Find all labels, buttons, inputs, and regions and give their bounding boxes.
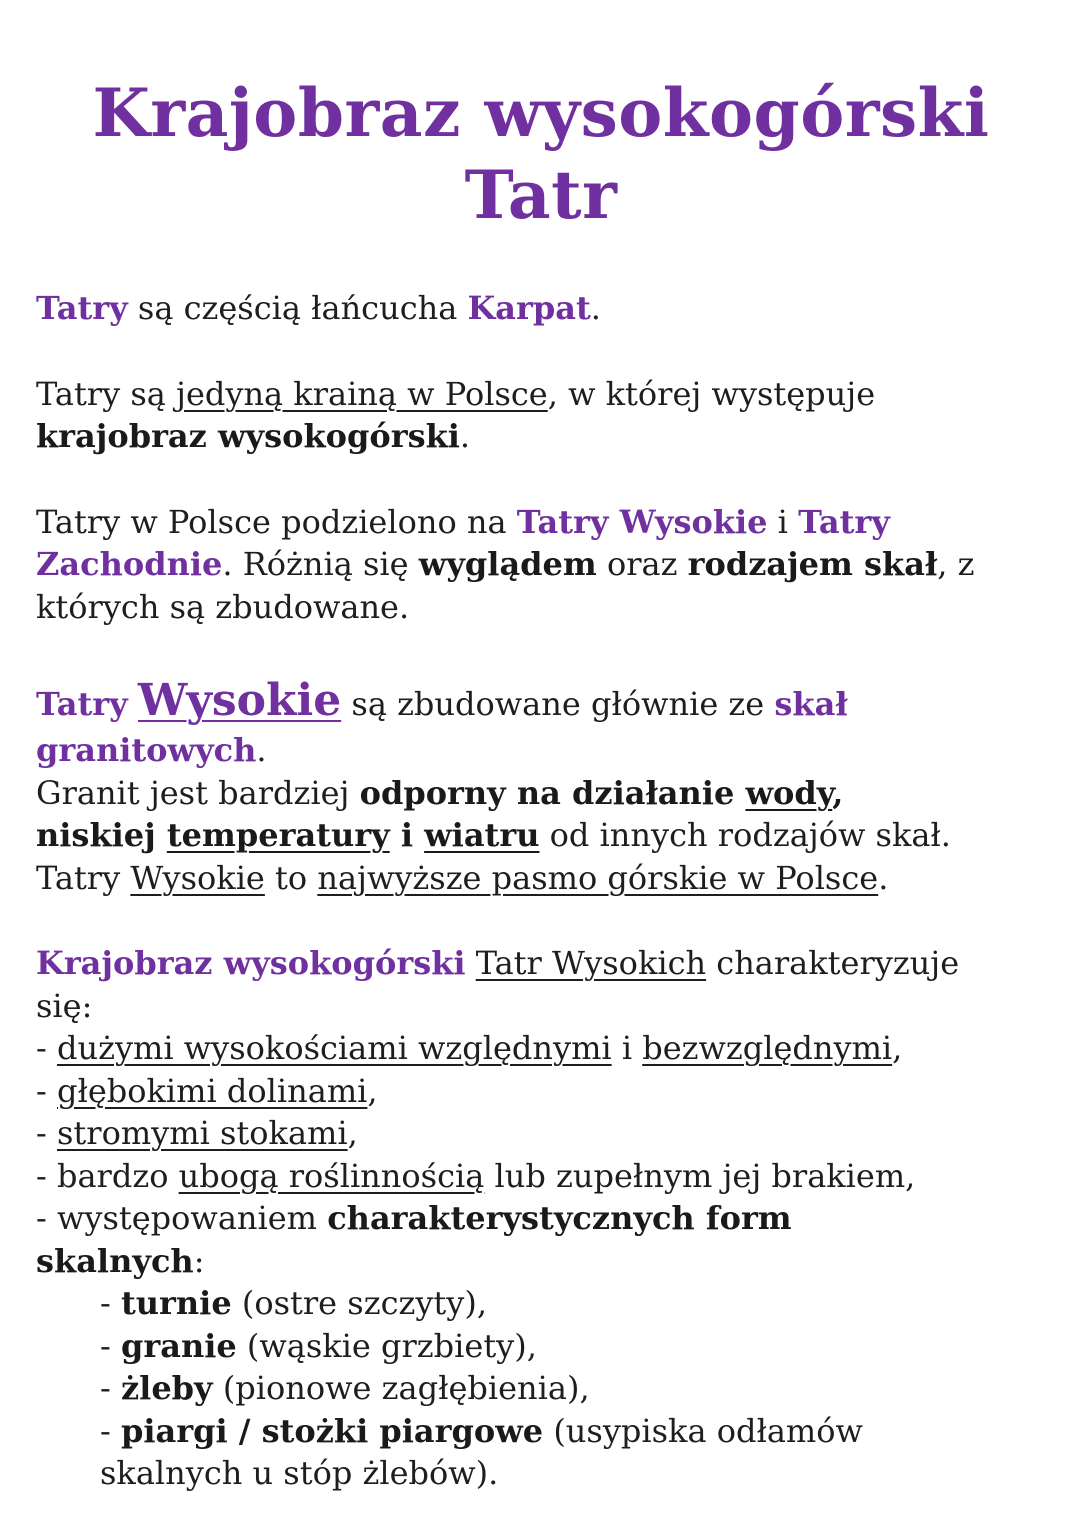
- text-span: to: [264, 858, 318, 897]
- underlined-wysokie: Wysokie: [130, 858, 265, 897]
- paragraph-tatry-karpaty: [36, 287, 1046, 330]
- keyword-wygladem: wyglądem: [418, 545, 597, 583]
- underlined-bezwzgledne: bezwzględnymi: [642, 1029, 893, 1067]
- text-span: skalnych u stóp żlebów).: [100, 1454, 499, 1492]
- keyword-tatry-wysokie: Tatry Wysokie: [516, 502, 768, 541]
- text-span: . Różnią się: [222, 545, 419, 583]
- text-line: [36, 985, 1046, 1028]
- text-span: i: [611, 1029, 643, 1067]
- keyword-odporny: odporny na działanie: [359, 773, 746, 812]
- text-span: (usypiska odłamów: [543, 1411, 863, 1450]
- list-item: [100, 1367, 1046, 1410]
- text-span: Tatry w Polsce podzielono na: [36, 502, 517, 541]
- text-span: .: [256, 731, 267, 769]
- text-span: .: [878, 858, 889, 897]
- list-item: [36, 1155, 1046, 1198]
- keyword-tatry: Tatry: [36, 289, 128, 327]
- text-span: -: [100, 1326, 121, 1365]
- text-span: Granit jest bardziej: [36, 773, 360, 812]
- keyword-krajobraz-wysokogorski: Krajobraz wysokogórski: [36, 944, 466, 982]
- keyword-piargi: piargi / stożki piargowe: [120, 1411, 544, 1450]
- text-span: , z: [937, 545, 975, 583]
- keyword-wody: wody: [745, 773, 833, 812]
- text-span: -: [36, 1071, 57, 1110]
- keyword-skalnych: skalnych: [36, 1241, 194, 1280]
- underlined-najwyzsze-pasmo: najwyższe pasmo górskie w Polsce: [317, 858, 879, 897]
- underlined-strome-stoki: stromymi stokami: [56, 1114, 348, 1152]
- text-span: lub zupełnym jej brakiem,: [484, 1156, 916, 1195]
- keyword-krajobraz: krajobraz wysokogórski: [36, 417, 460, 455]
- text-span: - występowaniem: [36, 1199, 328, 1237]
- text-line: [36, 1240, 1046, 1283]
- list-item: [100, 1325, 1046, 1368]
- list-item: [100, 1410, 1046, 1453]
- text-span: są częścią łańcucha: [127, 289, 468, 327]
- text-line: [36, 543, 1046, 586]
- list-item: [36, 1070, 1046, 1113]
- paragraph-jedyna-kraina: [36, 373, 1046, 458]
- text-span: ,: [347, 1114, 358, 1152]
- keyword-charakterystyczne-formy: charakterystycznych form: [327, 1199, 792, 1237]
- underlined-glebokie-doliny: głębokimi dolinami: [56, 1071, 368, 1110]
- text-span: (wąskie grzbiety),: [236, 1326, 537, 1365]
- keyword-wysokie-large: Wysokie: [137, 675, 342, 726]
- text-span: -: [100, 1369, 121, 1407]
- text-line: [36, 857, 1046, 900]
- list-item: [36, 1027, 1046, 1070]
- list-item: [36, 1112, 1046, 1155]
- text-span: oraz: [596, 545, 688, 583]
- keyword-niskiej: niskiej: [36, 816, 167, 854]
- keyword-turnie: turnie: [120, 1284, 232, 1322]
- text-line: [36, 586, 1046, 629]
- text-span: - bardzo: [36, 1156, 179, 1195]
- text-span: ,: [367, 1071, 378, 1110]
- title-line-2: Tatr: [464, 156, 618, 234]
- keyword-temperatury: temperatury: [166, 816, 390, 854]
- keyword-tatry: Tatry: [36, 685, 128, 723]
- text-span: ,: [832, 773, 844, 812]
- text-span: :: [193, 1241, 205, 1280]
- text-span: .: [590, 289, 601, 327]
- text-span: od innych rodzajów skał.: [539, 816, 951, 854]
- paragraph-krajobraz-cechy: [36, 942, 1046, 1495]
- text-span: się:: [36, 986, 93, 1025]
- text-line: [100, 1452, 1046, 1495]
- text-span: [466, 944, 476, 982]
- title-line-1: Krajobraz wysokogórski: [92, 74, 990, 152]
- keyword-skal: skał: [774, 685, 848, 723]
- text-span: i: [767, 502, 799, 541]
- text-span: .: [459, 417, 471, 455]
- text-line: [36, 501, 1046, 544]
- rock-forms-list: [36, 1282, 1046, 1495]
- page-title: [36, 0, 1046, 236]
- text-line: [36, 287, 1046, 330]
- keyword-zleby: żleby: [120, 1369, 213, 1407]
- text-span: (ostre szczyty),: [231, 1284, 488, 1322]
- list-item: [36, 1197, 1046, 1240]
- keyword-granitowych: granitowych: [36, 731, 257, 769]
- underlined-wysokosci-wzgledne: dużymi wysokościami względnymi: [56, 1029, 612, 1067]
- text-span: -: [36, 1029, 57, 1067]
- text-span: , w której występuje: [547, 374, 876, 413]
- keyword-rodzajem-skal: rodzajem skał: [687, 545, 938, 583]
- underlined-uboga-roslinnosc: ubogą roślinnością: [178, 1156, 485, 1195]
- keyword-zachodnie: Zachodnie: [36, 545, 223, 583]
- text-span: (pionowe zagłębienia),: [212, 1369, 590, 1407]
- text-line: [36, 676, 1046, 729]
- text-line: [36, 814, 1046, 857]
- text-span: -: [100, 1411, 121, 1450]
- text-span: i: [389, 816, 425, 854]
- text-span: -: [36, 1114, 57, 1152]
- text-span: Tatry są: [36, 374, 177, 413]
- feature-list: [36, 1027, 1046, 1495]
- text-line: [36, 772, 1046, 815]
- text-line: [36, 942, 1046, 985]
- keyword-tatry: Tatry: [798, 502, 890, 541]
- underlined-tatr-wysokich: Tatr Wysokich: [475, 944, 707, 982]
- text-line: [36, 415, 1046, 458]
- text-line: [36, 373, 1046, 416]
- keyword-granie: granie: [120, 1326, 237, 1365]
- document-page: [36, 0, 1046, 1495]
- text-span: których są zbudowane.: [36, 587, 410, 626]
- text-span: są zbudowane głównie ze: [341, 685, 775, 723]
- text-span: charakteryzuje: [706, 944, 960, 982]
- list-item: [100, 1282, 1046, 1325]
- text-line: [36, 729, 1046, 772]
- paragraph-tatry-wysokie: [36, 676, 1046, 899]
- keyword-wiatru: wiatru: [424, 816, 540, 854]
- text-span: Tatry: [36, 858, 131, 897]
- underlined-jedyna-kraina: jedyną krainą w Polsce: [176, 374, 548, 413]
- keyword-karpat: Karpat: [467, 289, 591, 327]
- text-span: -: [100, 1284, 121, 1322]
- paragraph-podzial-tatr: [36, 501, 1046, 629]
- text-span: ,: [892, 1029, 903, 1067]
